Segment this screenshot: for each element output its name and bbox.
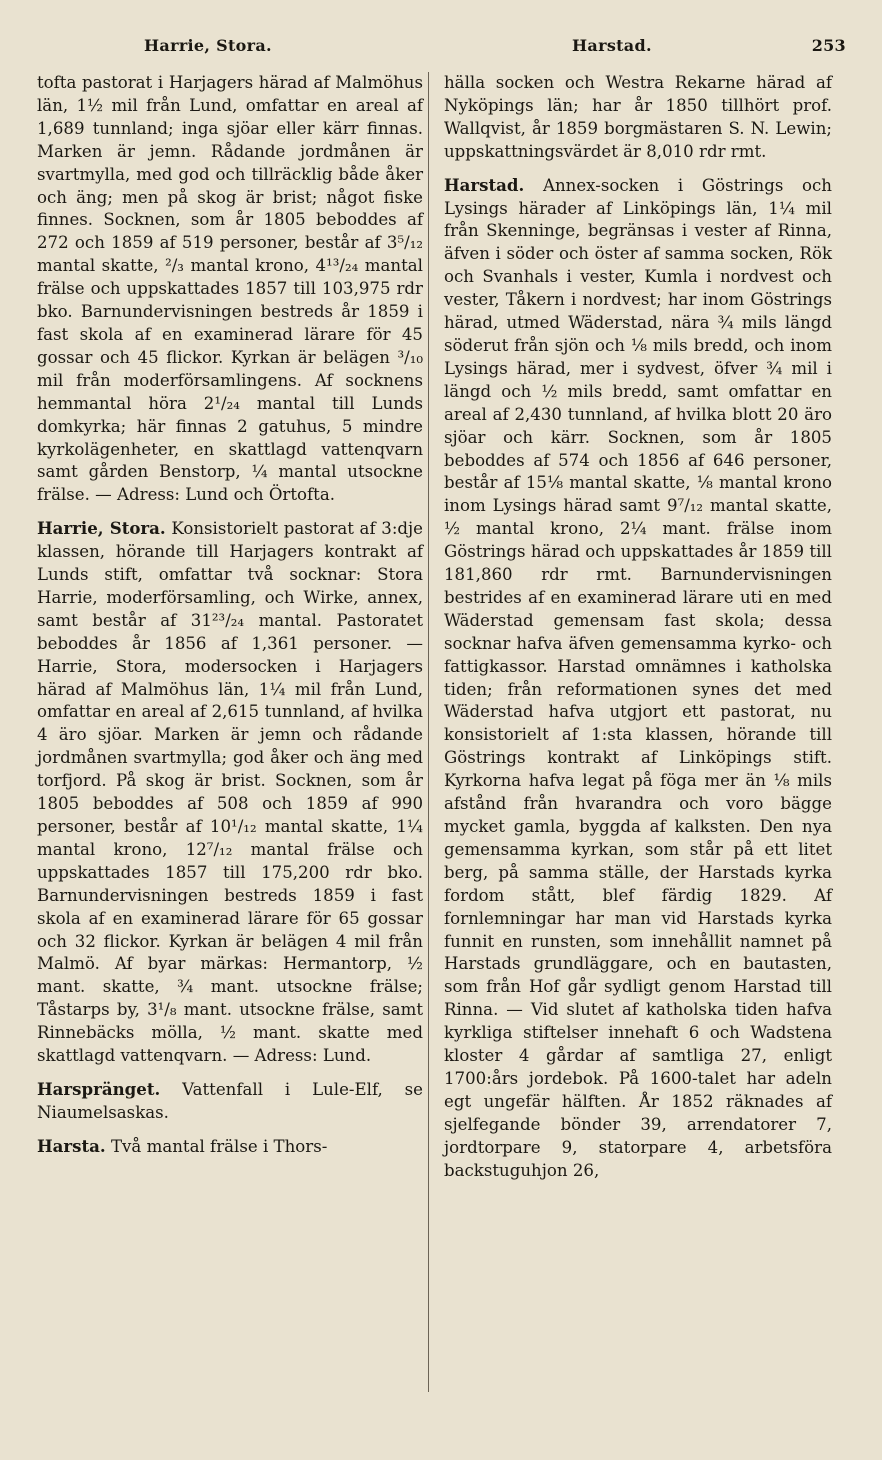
left-column [37,72,423,1159]
entry-text: Vattenfall i Lule-Elf, se Niaumelsaskas. [37,1079,423,1122]
entry-text: Två mantal frälse i Thors- [105,1136,328,1156]
entry-continuation-ortofta [37,72,423,507]
entry-harstad [444,174,832,1183]
entry-keyword: Harspränget. [37,1078,161,1099]
right-column [444,72,832,1183]
header-center-title: Harstad. [572,36,652,55]
entry-text: Konsistorielt pastorat af 3:dje klassen, hörande till Harjagers kontrakt af Lunds stift, omfattar två socknar: Stora Harrie, moderförsamling, och Wirke, annex, samt består af 31²³/₂₄ mantal. Pastoratet beboddes år 1856 af 1,361 personer. — Harrie, Stora, modersocken i Harjagers härad af Malmöhus län, 1¼ mil från Lund, omfattar en areal af 2,615 tunnland, af hvilka 4 äro sjöar. Marken är jemn och rådande jordmånen svartmylla; god åker och äng med torfjord. På skog är brist. Socknen, som år 1805 beboddes af 508 och 1859 af 990 personer, består af 10¹/₁₂ mantal skatte, 1¼ mantal krono, 12⁷/₁₂ mantal frälse och uppskattades 1857 till 175,200 rdr bko. Barnundervisningen bestreds 1859 i fast skola af en examinerad lärare för 65 gossar och 32 flickor. Kyrkan är belägen 4 mil från Malmö. Af byar märkas: Hermantorp, ½ mant. skatte, ¾ mant. utsockne frälse; Tåstarps by, 3¹/₈ mant. utsockne frälse, samt Rinnebäcks mölla, ½ mant. skatte med skattlagd vattenqvarn. — Adress: Lund. [37,519,423,1066]
entry-text: Annex-socken i Göstrings och Lysings härader af Linköpings län, 1¼ mil från Skenninge, begränsas i vester af Rinna, äfven i söder och öster af samma socken, Rök och Svanhals i vester, Kumla i nordvest och vester, Tåkern i nordvest; har inom Göstrings härad, utmed Wäderstad, nära ¾ mils längd söderut från sjön och ⅛ mils bredd, och inom Lysings härad, mer i sydvest, öfver ¾ mil i längd och ½ mils bredd, samt omfattar en areal af 2,430 tunnland, af hvilka blott 20 äro sjöar och kärr. Socknen, som år 1805 beboddes af 574 och 1856 af 646 personer, består af 15⅛ mantal skatte, ⅛ mantal krono inom Lysings härad samt 9⁷/₁₂ mantal skatte, ½ mantal krono, 2¼ mant. frälse inom Göstrings härad och uppskattades år 1859 till 181,860 rdr rmt. Barnundervisningen bestrides af en examinerad lärare uti en med Wäderstad gemensam fast skola; dessa socknar hafva äfven gemensamma kyrko- och fattigkassor. Harstad omnämnes i katholska tiden; från reformationen synes det med Wäderstad hafva utgjort ett pastorat, nu konsistorielt af 1:sta klassen, hörande till Göstrings kontrakt af Linköpings stift. Kyrkorna hafva legat på föga mer än ⅛ mils afstånd från hvarandra och voro bägge mycket gamla, byggda af kalksten. Den nya gemensamma kyrkan, som står på ett litet berg, på samma ställe, der Harstads kyrka fordom stått, blef färdig 1829. Af fornlemningar har man vid Harstads kyrka funnit en runsten, som innehållit namnet på Harstads grundläggare, och en bautasten, som från Hof går sydligt genom Harstad till Rinna. — Vid slutet af katholska tiden hafva kyrkliga stiftelser innehaft 6 och Wadstena kloster 4 gårdar af samtliga 27, enligt 1700:års jordebok. På 1600-talet har adeln egt ungefär hälften. År 1852 räknades af sjelfegande bönder 39, arrendatorer 7, jordtorpare 9, statorpare 4, arbetsföra backstuguhjon 26, [444,175,832,1180]
running-header [36,36,846,60]
entry-keyword: Harrie, Stora. [37,518,166,539]
entry-continuation-thorshalla [444,72,832,164]
entry-keyword: Harsta. [37,1135,106,1156]
header-left-title: Harrie, Stora. [144,36,272,55]
entry-text: tofta pastorat i Harjagers härad af Malmöhus län, 1½ mil från Lund, omfattar en areal af 1,689 tunnland; inga sjöar eller kärr finnas. Marken är jemn. Rådande jordmånen är svartmylla, med god och tillräcklig både åker och äng; men på skog är brist; något fiske finnes. Socknen, som år 1805 beboddes af 272 och 1859 af 519 personer, består af 3⁵/₁₂ mantal skatte, ²/₃ mantal krono, 4¹³/₂₄ mantal frälse och uppskattades 1857 till 103,975 rdr bko. Barnundervisningen bestreds år 1859 i fast skola af en examinerad lärare för 45 gossar och 45 flickor. Kyrkan är belägen ³/₁₀ mil från moderförsamlingens. Af socknens hemmantal höra 2¹/₂₄ mantal till Lunds domkyrka; här finnas 2 gatuhus, 5 mindre kyrkolägenheter, en skattlagd vattenqvarn samt gården Benstorp, ¼ mantal utsockne frälse. — Adress: Lund och Örtofta. [37,73,423,505]
column-divider [428,72,429,1392]
entry-text: hälla socken och Westra Rekarne härad af Nyköpings län; har år 1850 tillhört prof. Wallqvist, år 1859 borgmästaren S. N. Lewin; uppskattningsvärdet är 8,010 rdr rmt. [444,73,832,161]
entry-harsta [37,1135,423,1159]
entry-keyword: Harstad. [444,174,525,195]
entry-harrie-stora [37,517,423,1068]
page-number: 253 [811,36,846,55]
entry-harspranget [37,1078,423,1125]
